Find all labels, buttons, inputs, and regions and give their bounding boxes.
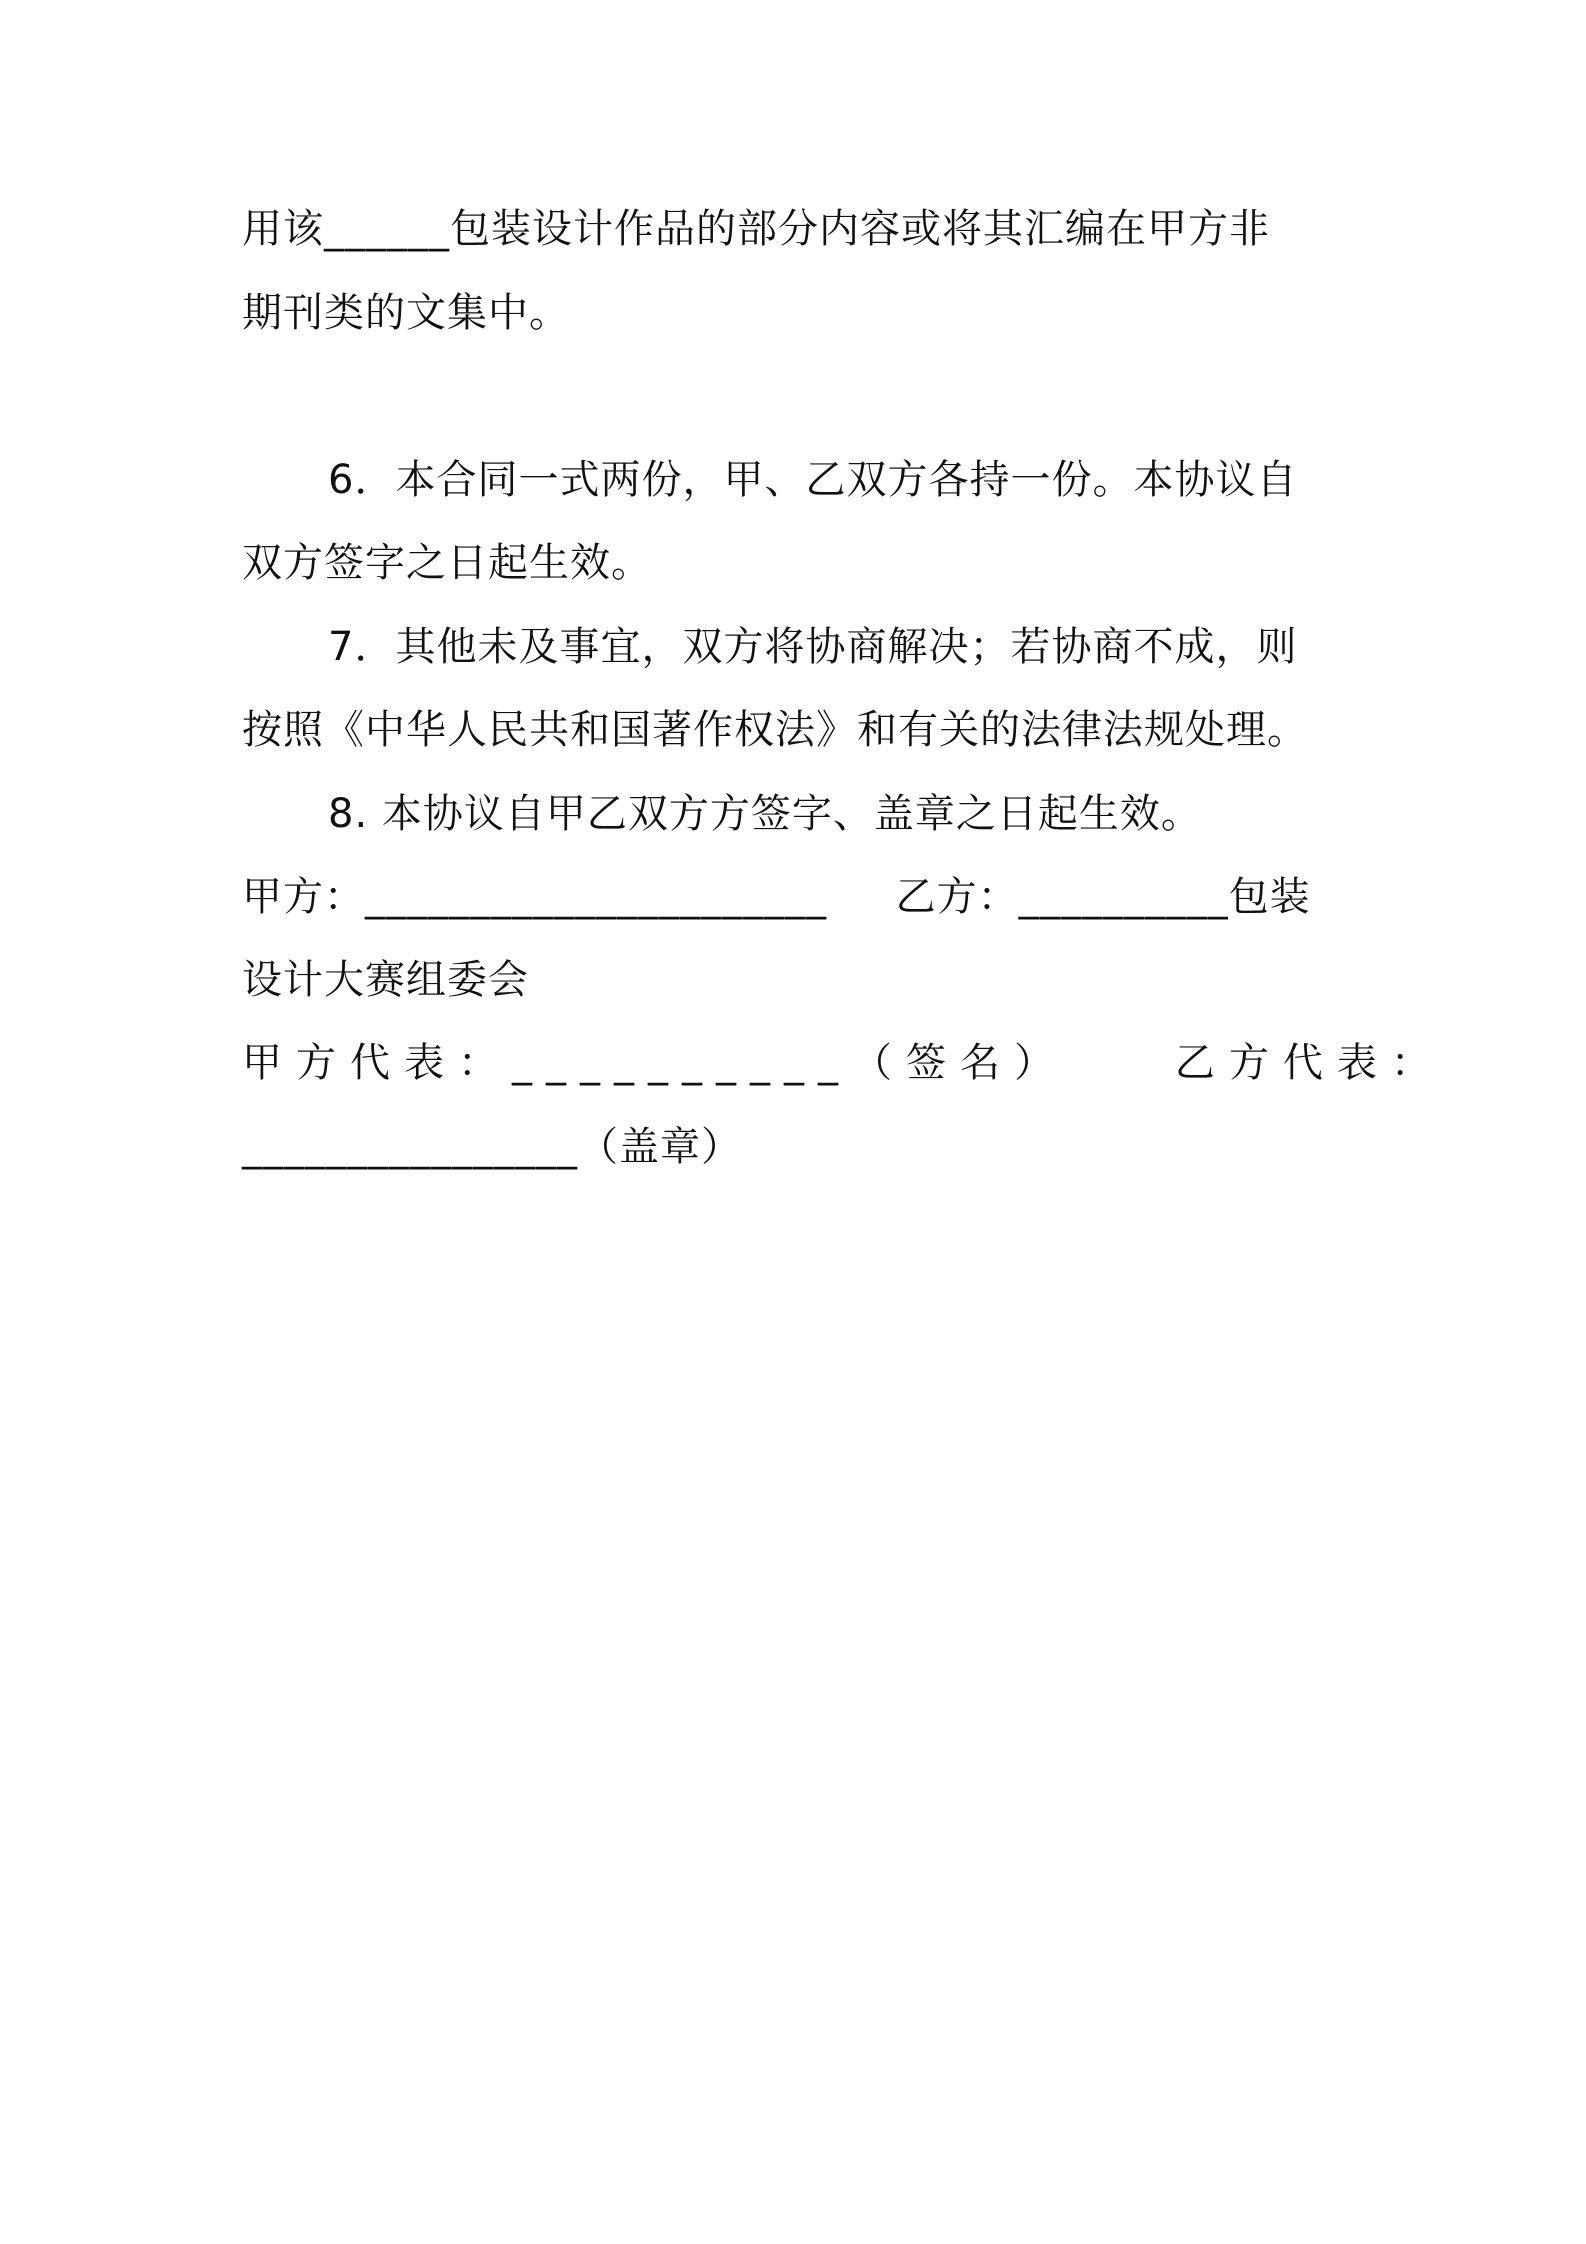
clause-7-line-1: 7．其他未及事宜，双方将协商解决；若协商不成，则 (328, 624, 1298, 670)
text-line-1: 用该______包装设计作品的部分内容或将其汇编在甲方非 (242, 206, 1270, 252)
text-line-2: 期刊类的文集中。 (242, 290, 570, 336)
party-line-1: 甲方：______________________ 乙方：__________包装 (242, 874, 1311, 920)
clause-6-line-1: 6．本合同一式两份，甲、乙双方各持一份。本协议自 (328, 457, 1298, 503)
clause-6-line-2: 双方签字之日起生效。 (242, 540, 652, 586)
clause-7-line-2: 按照《中华人民共和国著作权法》和有关的法律法规处理。 (242, 707, 1308, 753)
clause-8-line: 8. 本协议自甲乙双方方签字、盖章之日起生效。 (328, 791, 1202, 837)
party-line-2: 设计大赛组委会 (242, 957, 529, 1003)
representative-line-2: ________________（盖章） (242, 1124, 742, 1170)
representative-line-1: 甲方代表：__________（签名） 乙方代表： (242, 1040, 1445, 1086)
